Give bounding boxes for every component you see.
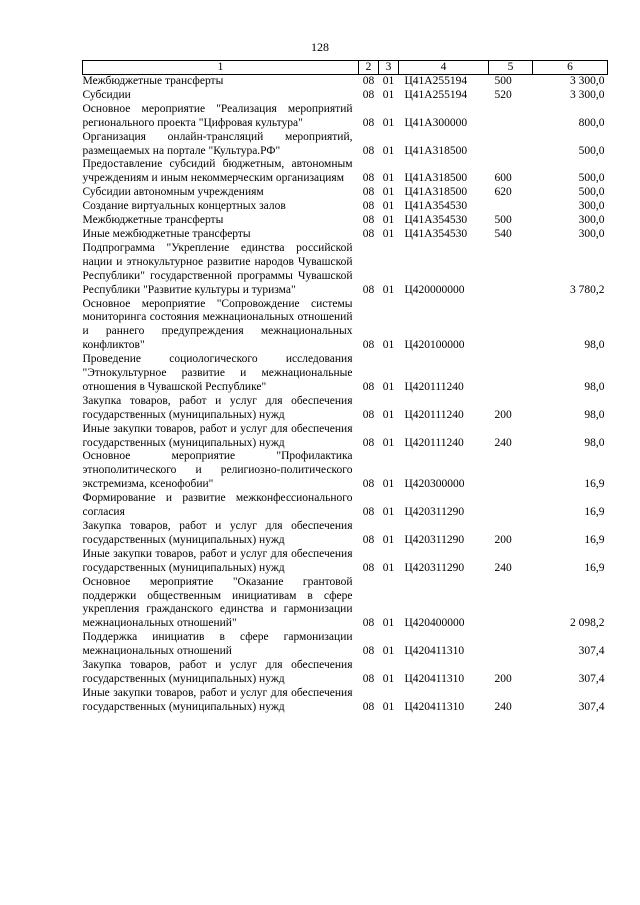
expense-type-code	[489, 242, 533, 298]
header-col-2: 2	[359, 61, 379, 75]
table-row	[83, 395, 608, 423]
amount: 3 780,2	[570, 283, 605, 296]
table-row	[83, 520, 608, 548]
budget-table	[82, 60, 608, 715]
target-article-code: Ц420311290	[404, 533, 465, 546]
expense-type-code: 200	[494, 408, 512, 421]
target-article-code: Ц420111240	[404, 408, 464, 421]
table-body	[83, 75, 608, 715]
header-col-5: 5	[489, 61, 533, 75]
expense-type-code	[489, 353, 533, 395]
header-col-3: 3	[379, 61, 399, 75]
amount: 98,0	[584, 408, 605, 421]
expense-type-code: 620	[494, 186, 512, 199]
subsection-code: 01	[382, 700, 395, 713]
amount: 800,0	[578, 116, 605, 129]
section-code: 08	[362, 561, 375, 574]
table-row	[83, 576, 608, 632]
target-article-code: Ц41А255194	[404, 88, 468, 101]
section-code: 08	[362, 227, 375, 240]
section-code: 08	[362, 436, 375, 449]
table-row	[83, 298, 608, 354]
subsection-code: 01	[382, 88, 395, 101]
page-number: 128	[311, 40, 329, 54]
item-name: Межбюджетные трансферты	[82, 75, 224, 87]
subsection-code: 01	[382, 227, 395, 240]
subsection-code: 01	[382, 283, 395, 296]
expense-type-code: 520	[494, 88, 512, 101]
section-code: 08	[362, 533, 375, 546]
header-col-6: 6	[533, 61, 608, 75]
table-row	[83, 492, 608, 520]
expense-type-code: 540	[494, 227, 512, 240]
expense-type-code	[489, 103, 533, 131]
section-code: 08	[362, 478, 375, 491]
subsection-code: 01	[382, 408, 395, 421]
item-name: Иные закупки товаров, работ и услуг для обеспечения государственных (муниципальных) нужд	[82, 686, 353, 713]
expense-type-code: 240	[494, 436, 512, 449]
section-code: 08	[362, 186, 375, 199]
subsection-code: 01	[382, 478, 395, 491]
table-row	[83, 548, 608, 576]
table-row	[83, 158, 608, 186]
target-article-code: Ц41А318500	[404, 186, 468, 199]
section-code: 08	[362, 283, 375, 296]
table-row	[83, 450, 608, 492]
header-col-4: 4	[399, 61, 489, 75]
amount: 500,0	[578, 144, 605, 157]
table-row	[83, 103, 608, 131]
target-article-code: Ц41А318500	[404, 172, 468, 185]
target-article-code: Ц420311290	[404, 506, 465, 519]
target-article-code: Ц420411310	[404, 672, 465, 685]
expense-type-code	[489, 576, 533, 632]
item-name: Основное мероприятие "Оказание грантовой поддержки общественным инициативам в сфере укрепления гражданского единства и гармонизации межнациональных отношений"	[82, 575, 353, 630]
target-article-code: Ц420111240	[404, 380, 464, 393]
target-article-code: Ц41А354530	[404, 227, 468, 240]
target-article-code: Ц420411310	[404, 700, 465, 713]
item-name: Иные межбюджетные трансферты	[82, 227, 251, 240]
item-name: Закупка товаров, работ и услуг для обеспечения государственных (муниципальных) нужд	[82, 394, 353, 421]
table-row	[83, 186, 608, 200]
amount: 500,0	[578, 186, 605, 199]
expense-type-code	[489, 450, 533, 492]
expense-type-code: 600	[494, 172, 512, 185]
expense-type-code: 200	[494, 672, 512, 685]
subsection-code: 01	[382, 506, 395, 519]
amount: 98,0	[584, 380, 605, 393]
subsection-code: 01	[382, 339, 395, 352]
amount: 16,9	[584, 506, 605, 519]
expense-type-code: 200	[494, 533, 512, 546]
section-code: 08	[362, 700, 375, 713]
target-article-code: Ц41А318500	[404, 144, 468, 157]
subsection-code: 01	[382, 186, 395, 199]
amount: 16,9	[584, 561, 605, 574]
expense-type-code	[489, 131, 533, 159]
item-name: Субсидии	[82, 88, 131, 101]
expense-type-code	[489, 492, 533, 520]
section-code: 08	[362, 380, 375, 393]
table-row	[83, 631, 608, 659]
item-name: Создание виртуальных концертных залов	[82, 200, 286, 213]
target-article-code: Ц41А354530	[404, 200, 468, 213]
table-row	[83, 228, 608, 242]
item-name: Основное мероприятие "Профилактика этнополитического и религиозно-политического экстремизма, ксенофобии"	[82, 450, 353, 491]
amount: 98,0	[584, 436, 605, 449]
item-name: Закупка товаров, работ и услуг для обеспечения государственных (муниципальных) нужд	[82, 520, 353, 546]
target-article-code: Ц41А354530	[404, 214, 468, 227]
item-name: Субсидии автономным учреждениям	[82, 186, 264, 199]
subsection-code: 01	[382, 75, 395, 87]
amount: 300,0	[578, 227, 605, 240]
item-name: Формирование и развитие межконфессионального согласия	[82, 492, 353, 519]
item-name: Межбюджетные трансферты	[82, 214, 224, 227]
amount: 98,0	[584, 339, 605, 352]
section-code: 08	[362, 144, 375, 157]
section-code: 08	[362, 75, 375, 87]
item-name: Иные закупки товаров, работ и услуг для обеспечения государственных (муниципальных) нужд	[82, 422, 353, 449]
table-row	[83, 75, 608, 89]
item-name: Иные закупки товаров, работ и услуг для обеспечения государственных (муниципальных) нужд	[82, 547, 353, 574]
section-code: 08	[362, 506, 375, 519]
section-code: 08	[362, 672, 375, 685]
table-row	[83, 89, 608, 103]
amount: 307,4	[578, 672, 605, 685]
target-article-code: Ц420111240	[404, 436, 464, 449]
subsection-code: 01	[382, 144, 395, 157]
subsection-code: 01	[382, 214, 395, 227]
expense-type-code	[489, 200, 533, 214]
table-row	[83, 131, 608, 159]
expense-type-code: 500	[494, 214, 512, 227]
expense-type-code: 240	[494, 561, 512, 574]
item-name: Основное мероприятие "Реализация мероприятий регионального проекта "Цифровая культура"	[82, 102, 353, 129]
target-article-code: Ц41А300000	[404, 116, 468, 129]
amount: 300,0	[578, 200, 605, 213]
expense-type-code	[489, 298, 533, 354]
item-name: Предоставление субсидий бюджетным, автономным учреждениям и иным некоммерческим организациям	[82, 158, 353, 185]
section-code: 08	[362, 214, 375, 227]
table-row	[83, 200, 608, 214]
amount: 16,9	[584, 533, 605, 546]
item-name: Проведение социологического исследования "Этнокультурное развитие и межнациональные отношения в Чувашской Республике"	[82, 353, 353, 393]
table-row	[83, 423, 608, 451]
table-row	[83, 687, 608, 715]
subsection-code: 01	[382, 172, 395, 185]
section-code: 08	[362, 617, 375, 630]
target-article-code: Ц420411310	[404, 645, 465, 658]
amount: 3 300,0	[570, 75, 605, 87]
item-name: Организация онлайн-трансляций мероприятий, размещаемых на портале "Культура.РФ"	[82, 130, 353, 157]
section-code: 08	[362, 172, 375, 185]
target-article-code: Ц41А255194	[404, 75, 468, 87]
subsection-code: 01	[382, 561, 395, 574]
amount: 2 098,2	[570, 617, 605, 630]
subsection-code: 01	[382, 116, 395, 129]
amount: 16,9	[584, 478, 605, 491]
section-code: 08	[362, 116, 375, 129]
amount: 300,0	[578, 214, 605, 227]
section-code: 08	[362, 339, 375, 352]
expense-type-code: 240	[494, 700, 512, 713]
subsection-code: 01	[382, 672, 395, 685]
table-row	[83, 214, 608, 228]
subsection-code: 01	[382, 436, 395, 449]
table-row	[83, 353, 608, 395]
expense-type-code	[489, 631, 533, 659]
item-name: Закупка товаров, работ и услуг для обеспечения государственных (муниципальных) нужд	[82, 659, 353, 685]
subsection-code: 01	[382, 617, 395, 630]
header-col-1: 1	[83, 61, 359, 75]
amount: 307,4	[578, 700, 605, 713]
subsection-code: 01	[382, 645, 395, 658]
target-article-code: Ц420000000	[404, 283, 465, 296]
item-name: Поддержка инициатив в сфере гармонизации межнациональных отношений	[82, 631, 353, 658]
item-name: Подпрограмма "Укрепление единства российской нации и этнокультурное развитие народов Чувашской Республики" государственной программы Чувашской Республики "Развитие культуры и туризма"	[82, 241, 353, 296]
item-name: Основное мероприятие "Сопровождение системы мониторинга состояния межнациональных отношений и раннего предупреждения межнациональных конфликтов"	[82, 297, 353, 352]
table-row	[83, 242, 608, 298]
amount: 3 300,0	[570, 88, 605, 101]
subsection-code: 01	[382, 380, 395, 393]
target-article-code: Ц420311290	[404, 561, 465, 574]
section-code: 08	[362, 88, 375, 101]
amount: 500,0	[578, 172, 605, 185]
target-article-code: Ц420300000	[404, 478, 465, 491]
amount: 307,4	[578, 645, 605, 658]
section-code: 08	[362, 408, 375, 421]
target-article-code: Ц420400000	[404, 617, 465, 630]
table-row	[83, 659, 608, 687]
target-article-code: Ц420100000	[404, 339, 465, 352]
subsection-code: 01	[382, 200, 395, 213]
section-code: 08	[362, 200, 375, 213]
section-code: 08	[362, 645, 375, 658]
subsection-code: 01	[382, 533, 395, 546]
expense-type-code: 500	[494, 75, 512, 87]
header-row	[83, 61, 608, 75]
